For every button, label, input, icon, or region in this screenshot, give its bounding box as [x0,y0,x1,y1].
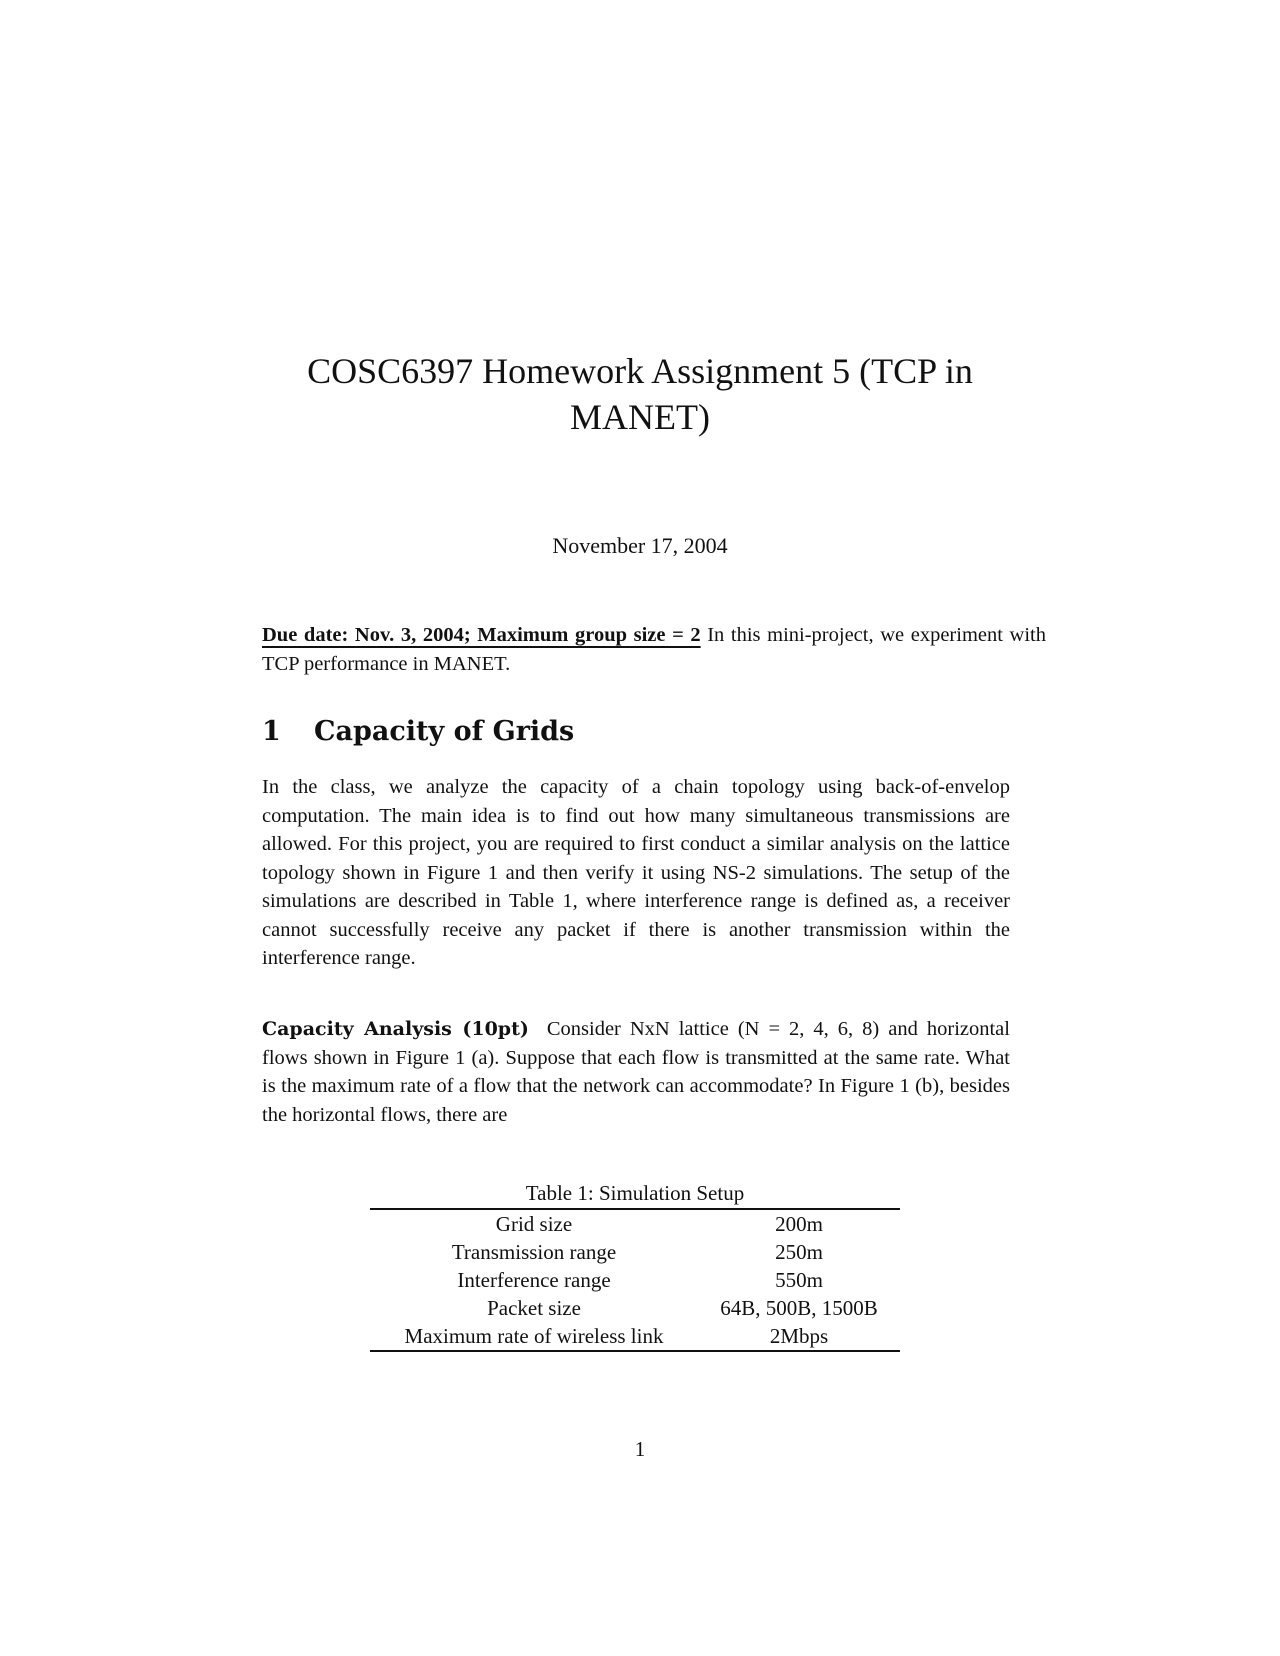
title-line-2: MANET) [570,397,710,437]
table-cell-param: Packet size [487,1296,581,1320]
due-date-paragraph [262,621,1046,678]
table-cell-param: Interference range [457,1268,611,1292]
section-heading [262,716,574,747]
table-cell-param: Grid size [495,1212,573,1236]
document-date: November 17, 2004 [552,533,728,558]
capacity-analysis-label: Capacity Analysis (10pt) [262,1018,529,1040]
table-cell-value: 64B, 500B, 1500B [720,1296,878,1320]
table-row [370,1294,900,1322]
table-cell-param: Maximum rate of wireless link [404,1324,664,1348]
section-number: 1 [262,716,281,747]
capacity-analysis-text: Consider NxN lattice (N = 2, 4, 6, 8) and horizontal flows shown in Figure 1 (a). Suppose that each flow is transmitted at the same rate. What is the maximum rate of a flow that the network can accommodate? In Figure 1 (b), besides the horizontal flows, there are [262,1018,1010,1126]
page-number: 1 [634,1437,646,1461]
section-paragraph-1: In the class, we analyze the capacity of a chain topology using back-of-envelop computation. The main idea is to find out how many simultaneous transmissions are allowed. For this project, you are required to first conduct a similar analysis on the lattice topology shown in Figure 1 and then verify it using NS-2 simulations. The setup of the simulations are described in Table 1, where interference range is defined as, a receiver cannot successfully receive any packet if there is another transmission within the interference range. [262,776,1010,969]
simulation-setup-table [370,1208,900,1352]
table-row [370,1238,900,1266]
document-title [250,348,1030,440]
intro-text: In this mini-project, we experiment with TCP performance in MANET. [262,624,1046,675]
due-date-label: Due date: Nov. 3, 2004; Maximum group size = 2 [262,624,701,646]
table-cell-value: 250m [775,1240,823,1264]
table-cell-value: 2Mbps [769,1324,829,1348]
title-line-1: COSC6397 Homework Assignment 5 (TCP in [307,351,973,391]
table-cell-param: Transmission range [451,1240,617,1264]
table-cell-value: 200m [775,1212,823,1236]
table-row [370,1322,900,1351]
capacity-analysis-paragraph [262,1015,1010,1129]
table-row [370,1209,900,1238]
table-cell-value: 550m [775,1268,823,1292]
table-row [370,1266,900,1294]
table-caption: Table 1: Simulation Setup [525,1181,745,1205]
section-title: Capacity of Grids [314,716,575,747]
